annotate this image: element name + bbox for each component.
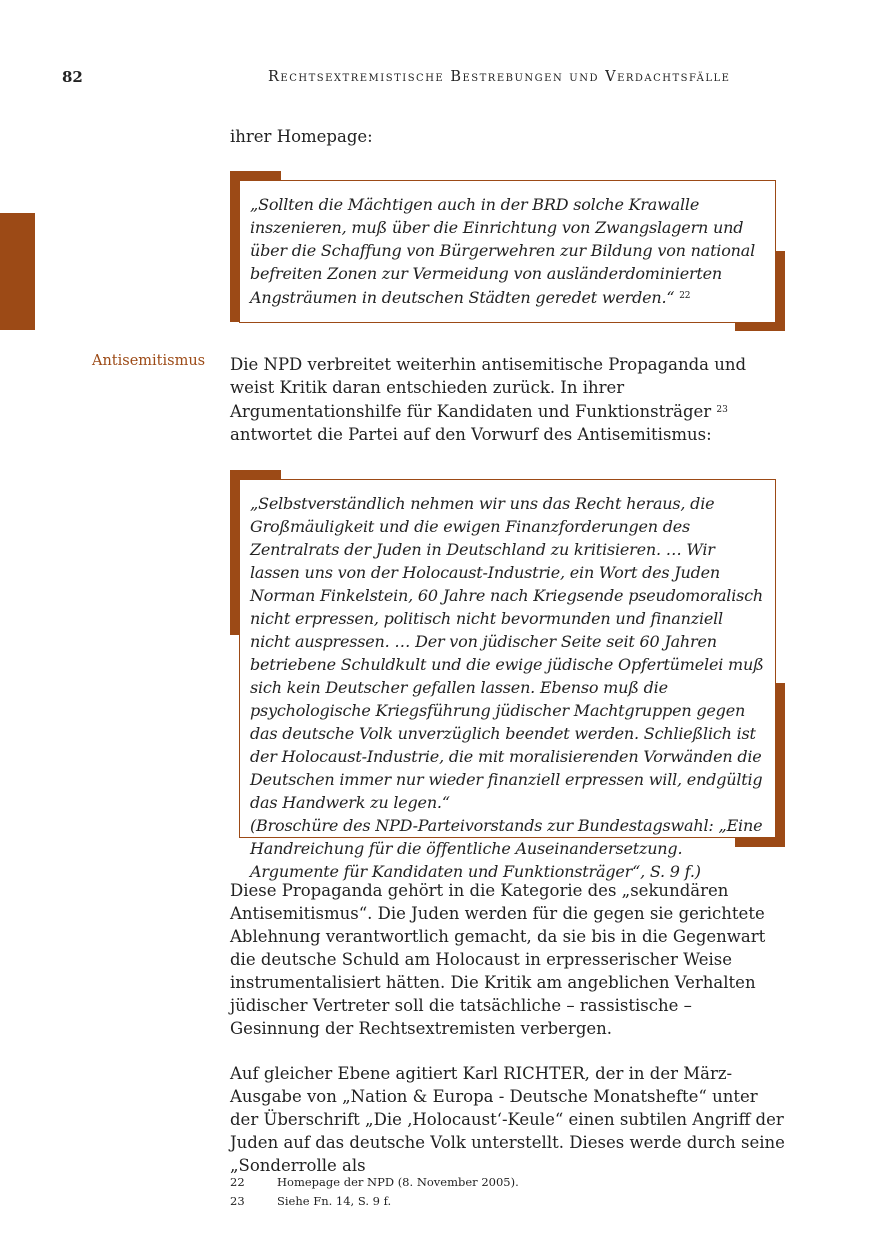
quote2-source: (Broschüre des NPD-Parteivorstands zur Bundestagswahl: „Eine Handreichung für die öffentliche Auseinandersetzung. Argumente für Kandidaten und Funktionsträger“, S. 9 f.) [250, 816, 763, 881]
footnote-number: 22 [230, 1175, 245, 1189]
paragraph-2: Diese Propaganda gehört in die Kategorie des „sekundären Antisemitismus“. Die Juden werden für die gegen sie gerichtete Ablehnung verantwortlich gemacht, da sie bis in die Gegenwart die deutsche Schuld am Holocaust in erpresserischer Weise instrumentalisiert hätten. Die Kritik am angeblichen Verhalten jüdischer Vertreter soll die tatsächliche – rassistische – Gesinnung der Rechtsextremisten verbergen. [230, 881, 766, 1038]
paragraph-1-end: antwortet die Partei auf den Vorwurf des Antisemitismus: [230, 425, 712, 444]
chapter-side-tab [0, 213, 35, 330]
paragraph-1-start: Die NPD verbreitet weiterhin antisemitische Propaganda und weist Kritik daran entschieden zurück. In ihrer Argumentationshilfe für Kandidaten und Funktionsträger [230, 355, 747, 421]
paragraph-1 [230, 353, 786, 446]
page-number: 82 [62, 68, 83, 86]
quote2-box [239, 479, 776, 881]
footnote-ref-22[interactable]: 22 [679, 291, 691, 301]
quote1-box [239, 180, 776, 323]
footnote-text: Homepage der NPD (8. November 2005). [277, 1175, 519, 1189]
paragraph-3: Auf gleicher Ebene agitiert Karl RICHTER, der in der März-Ausgabe von „Nation & Europa - Deutsche Monatshefte“ unter der Überschrift „Die ‚Holocaust‘-Keule“ einen subtilen Angriff der Juden auf das deutsche Volk unterstellt. Dieses werde durch seine „Sonderrolle als [230, 1064, 785, 1175]
section-label: Antisemitismus [92, 353, 206, 369]
footnote-22 [230, 1175, 519, 1189]
quote1-body: „Sollten die Mächtigen auch in der BRD solche Krawalle inszenieren, muß über die Einrichtung von Zwangslagern und über die Schaffung von Bürgerwehren zur Bildung von national befreiten Zonen zur Vermeidung von ausländerdominierten Angsträumen in deutschen Städten geredet werden.“ [250, 195, 756, 307]
footnote-ref-23[interactable]: 23 [716, 405, 728, 415]
quote1-text [250, 193, 765, 309]
intro-text: ihrer Homepage: [230, 127, 373, 146]
footnote-number: 23 [230, 1194, 245, 1208]
footnote-text: Siehe Fn. 14, S. 9 f. [277, 1194, 392, 1208]
footnote-23 [230, 1194, 391, 1208]
running-head: Rechtsextremistische Bestrebungen und Verdachtsfälle [268, 69, 731, 85]
quote2-text: „Selbstverständlich nehmen wir uns das Recht heraus, die Großmäuligkeit und die ewigen Finanzforderungen des Zentralrats der Juden in Deutschland zu kritisieren. … Wir lassen uns von der Holocaust-Industrie, ein Wort des Juden Norman Finkelstein, 60 Jahre nach Kriegsende pseudomoralisch nicht erpressen, politisch nicht bevormunden und finanziell nicht auspressen. … Der von jüdischer Seite seit 60 Jahren betriebene Schuldkult und die ewige jüdische Opfertümelei muß sich kein Deutscher gefallen lassen. Ebenso muß die psychologische Kriegsführung jüdischer Machtgruppen gegen das deutsche Volk unverzüglich beendet werden. Schließlich ist der Holocaust-Industrie, die mit moralisierenden Vorwänden die Deutschen immer nur wieder finanziell erpressen will, endgültig das Handwerk zu legen.“ [250, 494, 764, 812]
